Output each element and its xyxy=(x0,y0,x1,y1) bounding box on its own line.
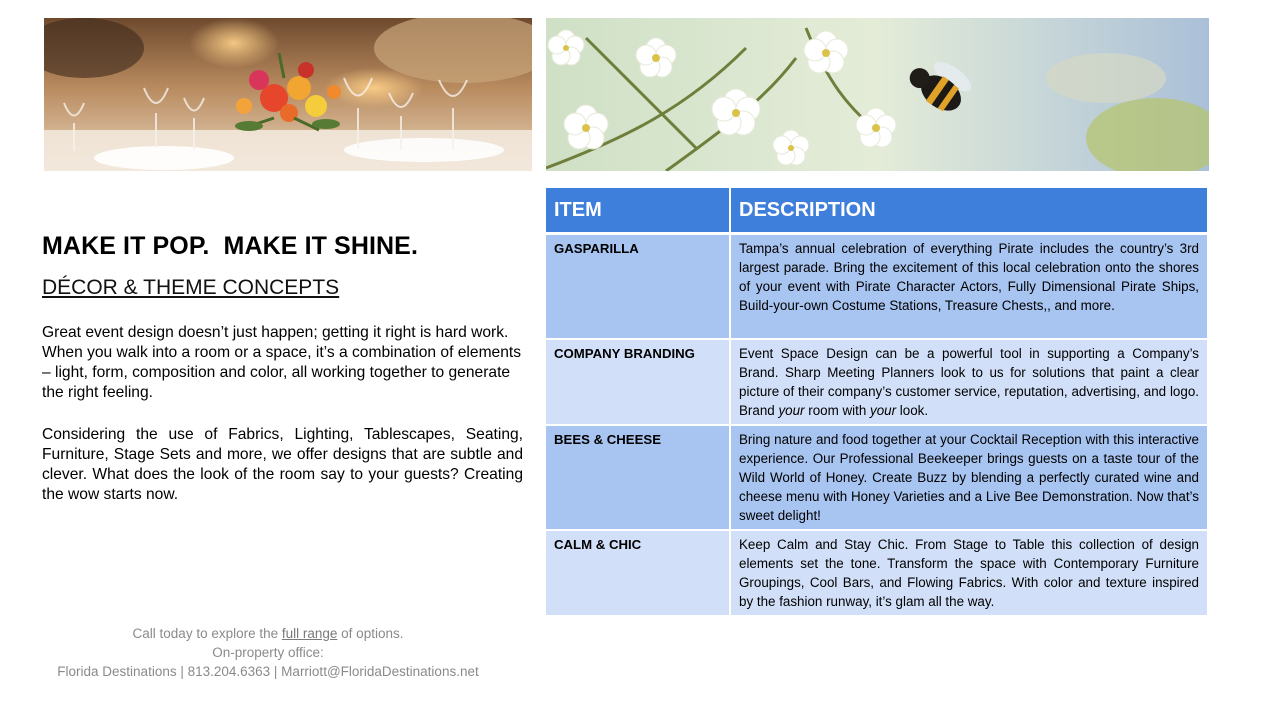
call-to-action-line: Call today to explore the full range of options. xyxy=(132,626,404,641)
item-column-header: ITEM xyxy=(546,187,731,235)
description-column-header: DESCRIPTION xyxy=(731,187,1209,235)
services-paragraph: Considering the use of Fabrics, Lighting, Tablescapes, Seating, Furniture, Stage Sets and more, we offer designs that are subtle and clever. What does the look of the room say to your guests? Creating the wow starts now. xyxy=(42,426,523,503)
description-cell: Bring nature and food together at your Cocktail Reception with this interactive experience. Our Professional Beekeeper brings guests on a taste tour of the Wild World of Honey. Create Buzz by blending a perfectly curated wine and cheese menu with Honey Varieties and a Live Bee Demonstration. Now that’s sweet delight! xyxy=(731,426,1209,531)
bee-blossom-photo xyxy=(546,18,1209,171)
item-cell: BEES & CHEESE xyxy=(546,426,731,531)
description-cell: Keep Calm and Stay Chic. From Stage to Table this collection of design elements set the tone. Transform the space with Contemporary Furniture Groupings, Cool Bars, and Flowing Fabrics. With color and texture inspired by the fashion runway, it’s glam all the way. xyxy=(731,531,1209,617)
table-header-row xyxy=(546,187,1209,235)
intro-paragraph: Great event design doesn’t just happen; getting it right is hard work. When you walk into a room or a space, it’s a combination of elements – light, form, composition and color, all working together to generate the right feeling. xyxy=(42,324,522,401)
table-row xyxy=(546,426,1209,531)
contact-footer xyxy=(20,624,516,681)
banquet-table-photo xyxy=(44,18,532,171)
full-range-link[interactable]: full range xyxy=(281,626,338,641)
item-cell: COMPANY BRANDING xyxy=(546,340,731,426)
headline: MAKE IT POP. MAKE IT SHINE. xyxy=(42,232,418,260)
section-subheading: DÉCOR & THEME CONCEPTS xyxy=(42,276,340,299)
table-row xyxy=(546,531,1209,617)
table-row xyxy=(546,340,1209,426)
item-cell: CALM & CHIC xyxy=(546,531,731,617)
description-cell: Tampa’s annual celebration of everything Pirate includes the country’s 3rd largest parade. Bring the excitement of this local celebration onto the shores of your event with Pirate Character Actors, Fully Dimensional Pirate Ships, Build-your-own Costume Stations, Treasure Chests,, and more. xyxy=(731,235,1209,340)
theme-concepts-table xyxy=(546,187,1209,617)
contact-line: Florida Destinations | 813.204.6363 | Marriott@FloridaDestinations.net xyxy=(57,664,479,679)
description-cell: Event Space Design can be a powerful tool in supporting a Company’s Brand. Sharp Meeting Planners look to us for solutions that paint a clear picture of their company’s customer service, reputation, advertising, and logo. Brand your room with your look. xyxy=(731,340,1209,426)
table-row xyxy=(546,235,1209,340)
item-cell: GASPARILLA xyxy=(546,235,731,340)
office-label: On-property office: xyxy=(212,645,324,660)
